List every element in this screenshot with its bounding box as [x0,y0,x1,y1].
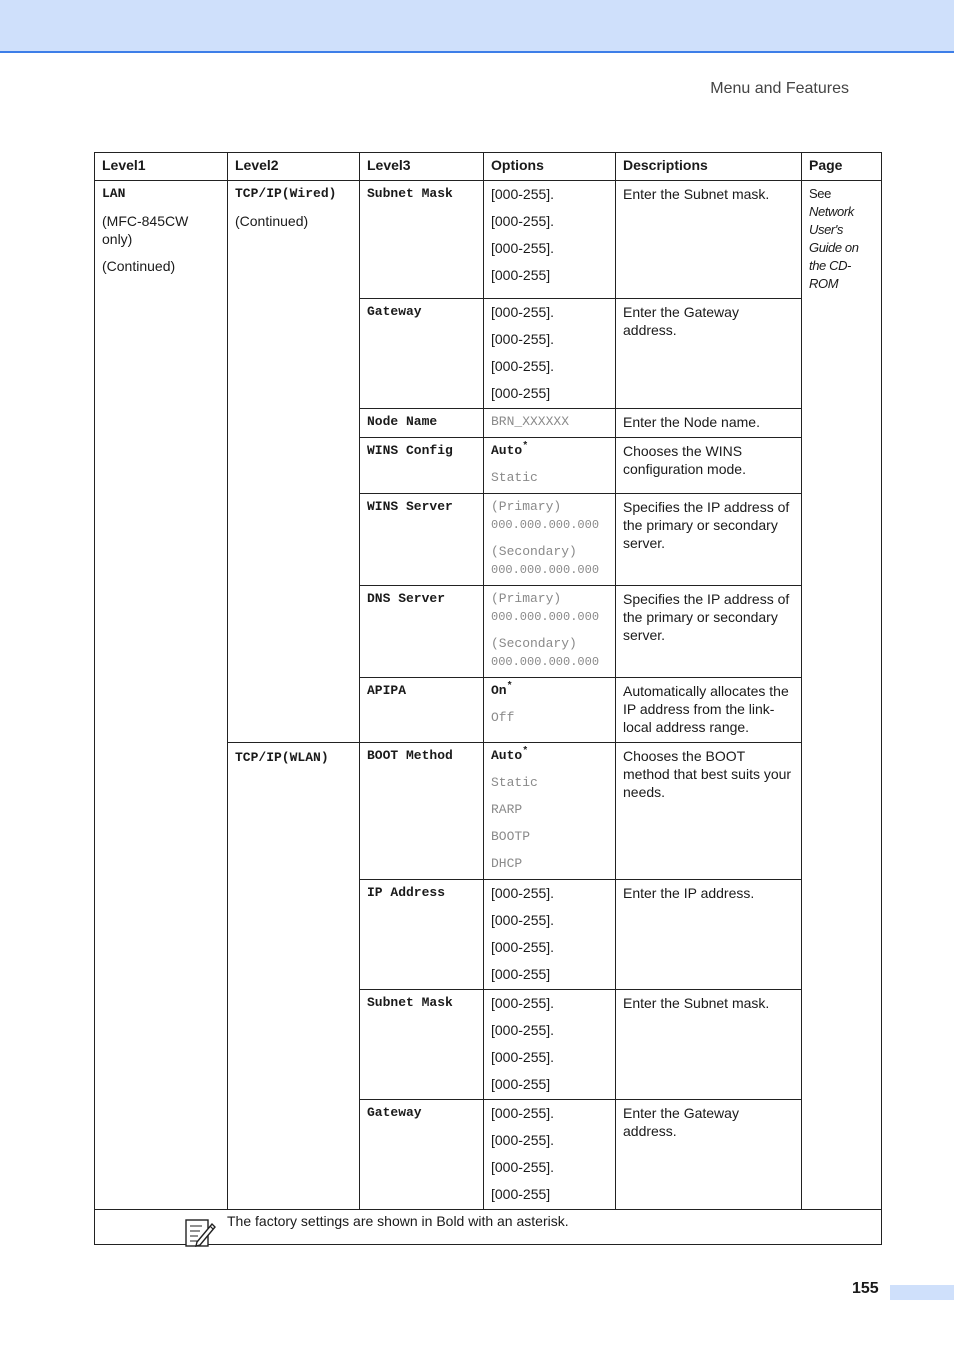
octet-option: [000-255]. [491,939,555,955]
level2-wired-name: TCP/IP(Wired) [235,186,337,201]
page-ref-cell [802,181,882,1210]
level3-apipa: APIPA [360,678,484,743]
level2-wired-cell [228,181,360,743]
footnote-text: The factory settings are shown in Bold with an asterisk. [227,1213,569,1229]
octet-option: [000-255] [491,267,551,283]
header-band [0,0,954,53]
octet-option: [000-255]. [491,1049,555,1065]
level1-note: (MFC-845CW only) [102,213,189,247]
options-cell [484,880,616,990]
description: Automatically allocates the IP address from the link-local address range. [616,678,802,743]
footnote-row [95,1210,882,1245]
default-option: Auto* [491,746,529,763]
column-header: Level3 [360,153,484,181]
primary-label: (Primary) [491,499,562,514]
secondary-value: 000.000.000.000 [491,563,600,577]
column-header: Level2 [228,153,360,181]
section-title: Menu and Features [710,80,849,97]
page-number: 155 [852,1280,879,1297]
page-ref-doc: Network User's Guide on the CD-ROM [809,204,859,291]
description: Enter the Subnet mask. [616,990,802,1100]
options-cell [484,299,616,409]
secondary-value: 000.000.000.000 [491,655,600,669]
table-row [95,181,882,299]
octet-option: [000-255]. [491,995,555,1011]
option: BOOTP [491,829,531,844]
level1-name: LAN [102,186,126,201]
column-header: Level1 [95,153,228,181]
octet-option: [000-255]. [491,304,555,320]
description: Enter the Gateway address. [616,299,802,409]
octet-option: [000-255] [491,385,551,401]
option: Off [491,710,515,725]
level3-gateway: Gateway [360,1100,484,1210]
description: Enter the IP address. [616,880,802,990]
node-name-option: BRN_XXXXXX [484,409,616,438]
default-option: Auto* [491,441,529,458]
page-ref-see: See [809,186,831,201]
secondary-label: (Secondary) [491,636,577,651]
octet-option: [000-255]. [491,331,555,347]
default-option: On* [491,681,513,698]
level3-gateway: Gateway [360,299,484,409]
octet-option: [000-255]. [491,358,555,374]
octet-option: [000-255] [491,966,551,982]
primary-value: 000.000.000.000 [491,518,600,532]
option: Static [491,470,538,485]
octet-option: [000-255]. [491,1022,555,1038]
octet-option: [000-255]. [491,213,555,229]
options-cell [484,586,616,678]
level1-cell [95,181,228,1210]
options-cell [484,438,616,494]
column-header: Page [802,153,882,181]
description: Specifies the IP address of the primary or secondary server. [616,586,802,678]
table-header-row [95,153,882,181]
primary-value: 000.000.000.000 [491,610,600,624]
description: Enter the Subnet mask. [616,181,802,299]
level1-continued: (Continued) [102,258,176,274]
octet-option: [000-255] [491,1186,551,1202]
level3-wins-server: WINS Server [360,494,484,586]
octet-option: [000-255]. [491,240,555,256]
level3-subnet-mask: Subnet Mask [360,990,484,1100]
options-cell [484,494,616,586]
page-tab [890,1285,954,1300]
options-cell [484,990,616,1100]
level3-subnet-mask: Subnet Mask [360,181,484,299]
primary-label: (Primary) [491,591,562,606]
octet-option: [000-255]. [491,885,555,901]
column-header: Options [484,153,616,181]
level3-node-name: Node Name [360,409,484,438]
level3-wins-config: WINS Config [360,438,484,494]
options-cell [484,181,616,299]
level2-wlan-name: TCP/IP(WLAN) [235,750,329,765]
level3-dns-server: DNS Server [360,586,484,678]
options-cell [484,743,616,880]
octet-option: [000-255]. [491,186,555,202]
description: Chooses the WINS configuration mode. [616,438,802,494]
column-header: Descriptions [616,153,802,181]
footnote-cell [95,1210,882,1245]
octet-option: [000-255]. [491,1132,555,1148]
option: DHCP [491,856,523,871]
octet-option: [000-255] [491,1076,551,1092]
description: Specifies the IP address of the primary or secondary server. [616,494,802,586]
octet-option: [000-255]. [491,1105,555,1121]
description: Enter the Gateway address. [616,1100,802,1210]
option: RARP [491,802,523,817]
octet-option: [000-255]. [491,912,555,928]
note-pencil-icon [183,1216,217,1250]
level2-wired-continued: (Continued) [235,213,309,229]
octet-option: [000-255]. [491,1159,555,1175]
level3-boot-method: BOOT Method [360,743,484,880]
options-cell [484,678,616,743]
menu-table [94,152,882,1245]
description: Chooses the BOOT method that best suits your needs. [616,743,802,880]
option: Static [491,775,538,790]
level3-ip-address: IP Address [360,880,484,990]
level2-wlan-cell [228,743,360,1210]
secondary-label: (Secondary) [491,544,577,559]
description: Enter the Node name. [616,409,802,438]
options-cell [484,1100,616,1210]
